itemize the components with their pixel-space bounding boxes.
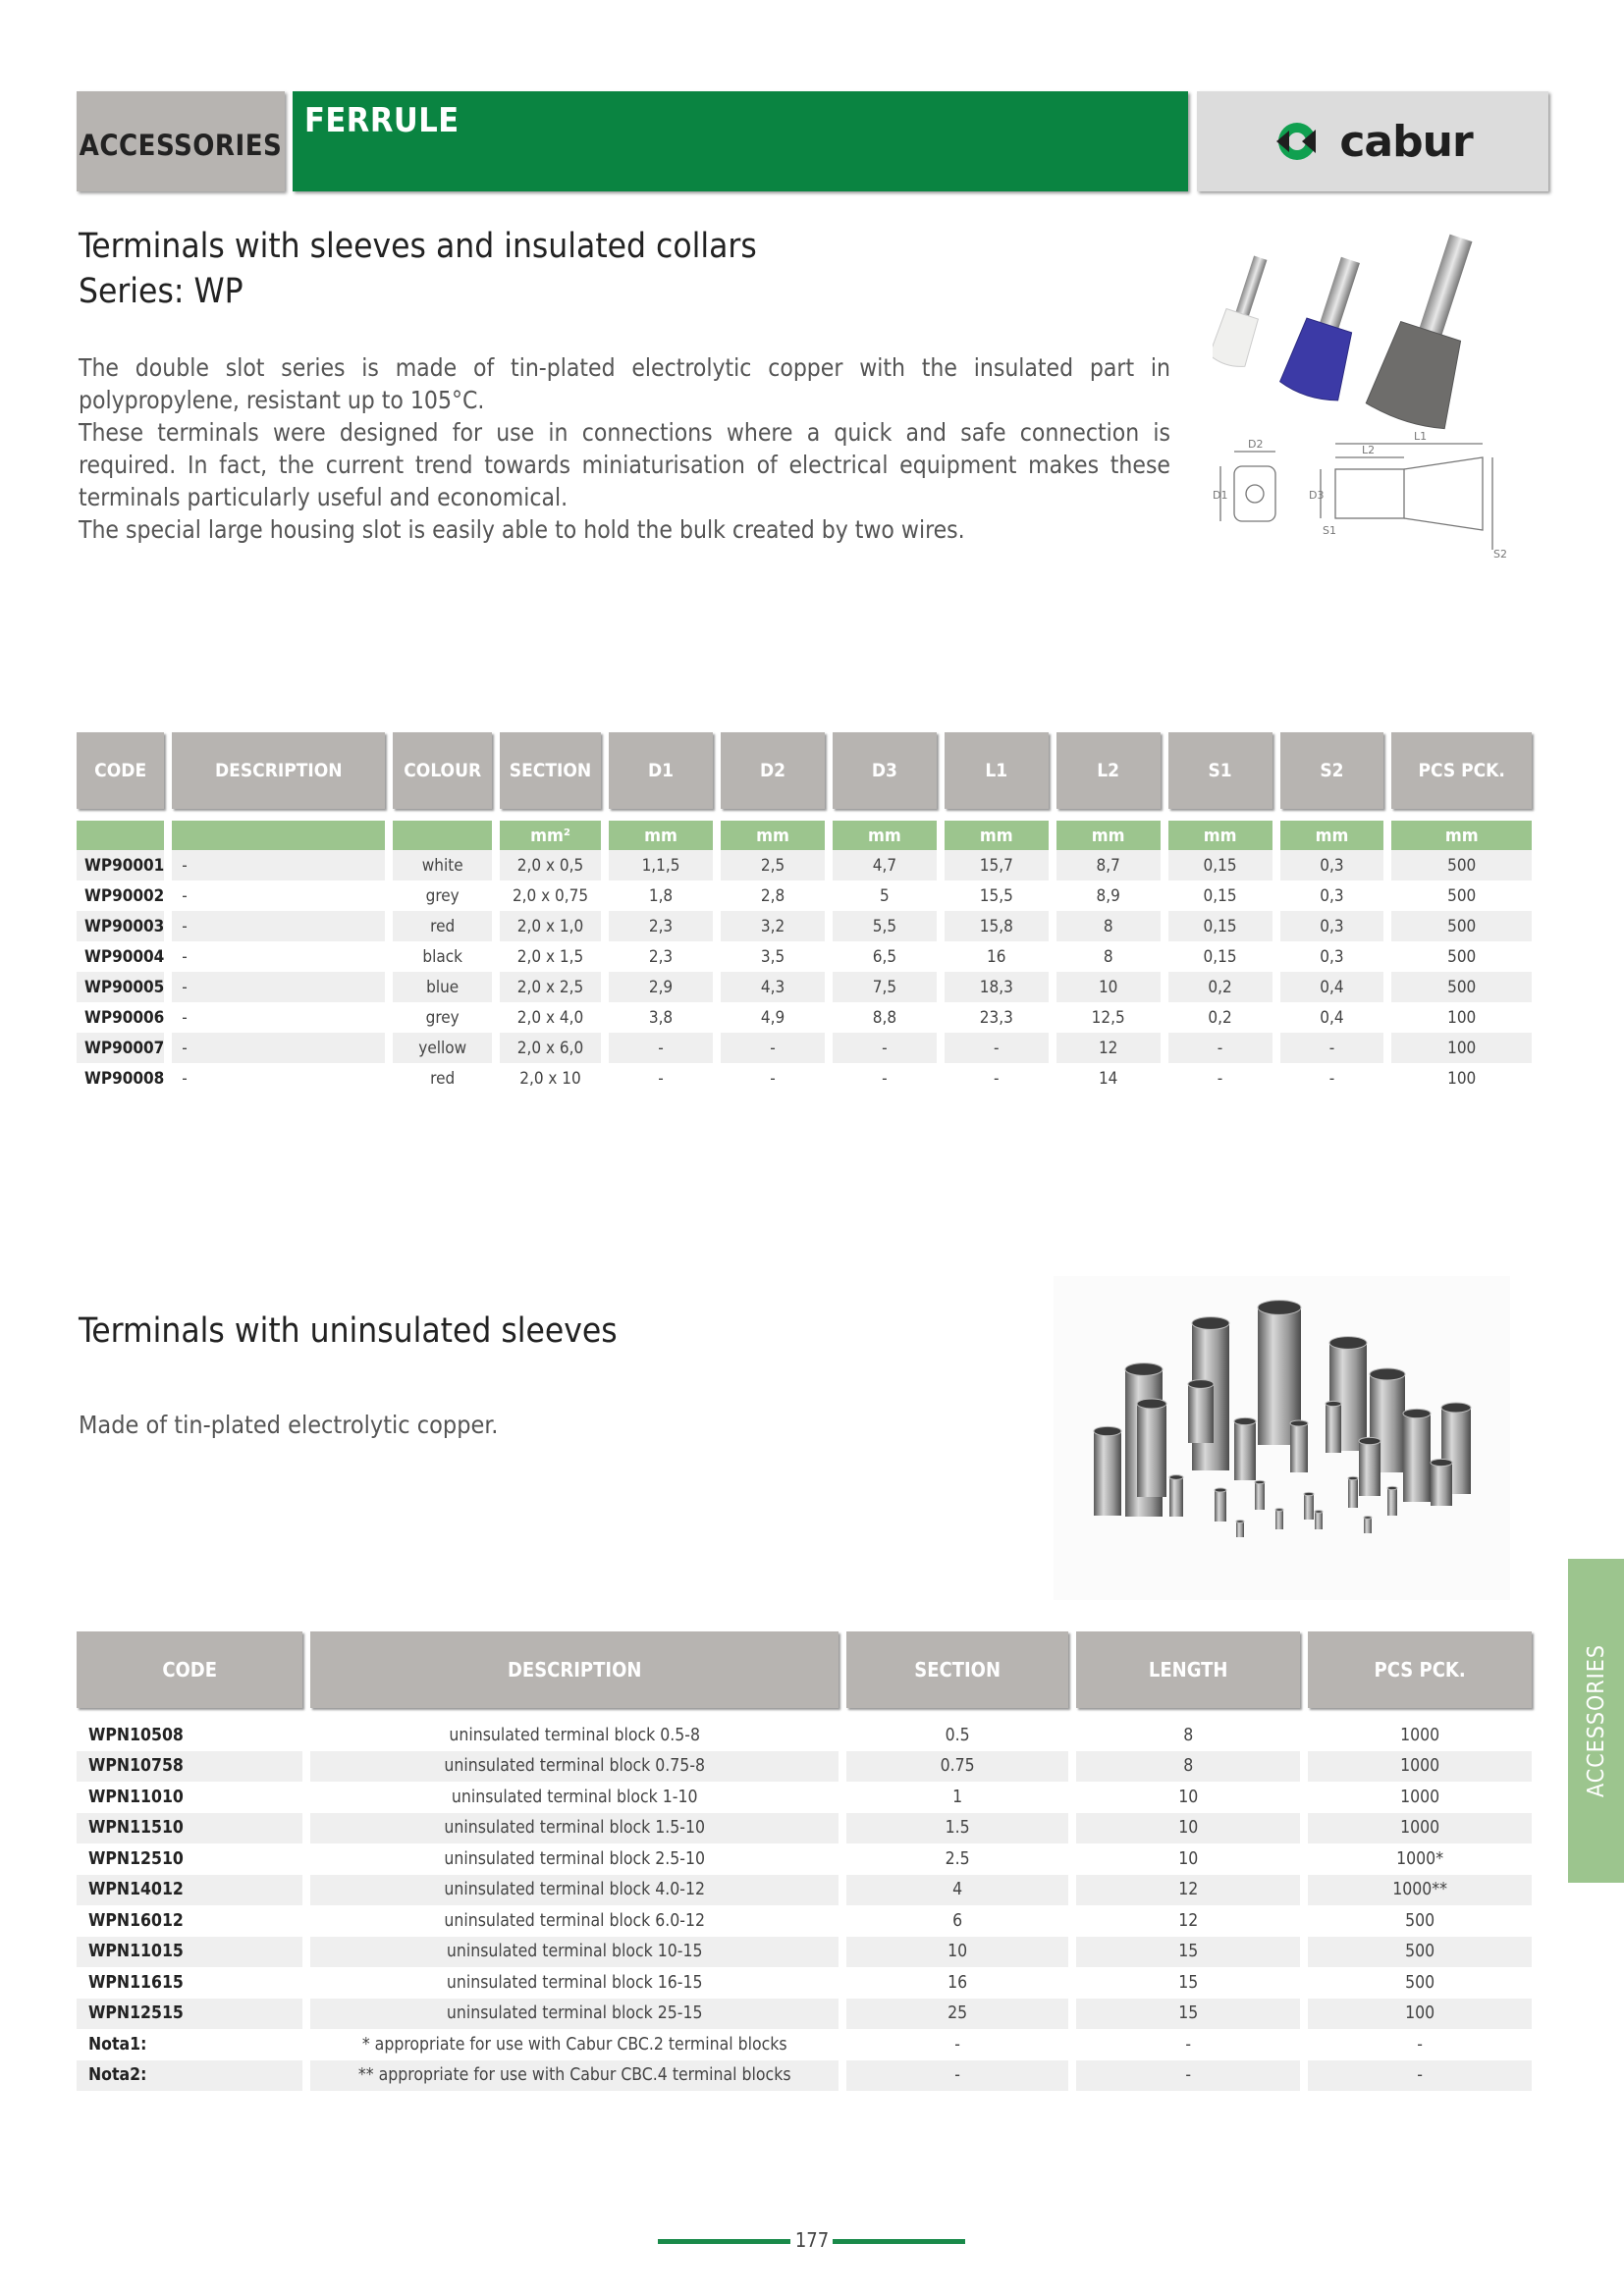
table-cell: uninsulated terminal block 0.75-8 [310,1751,839,1783]
table-cell: 10 [1178,1848,1199,1869]
table-cell: 0,2 [1168,972,1272,1002]
table-cell: 1000** [1308,1875,1532,1906]
section1-paragraph: These terminals were designed for use in connections where a quick and safe connection is required. In fact, the current trend towards miniaturisation of electrical equipment makes these terminals particularly useful and economical. [79,418,1170,511]
table-cell: 3,8 [648,1007,674,1028]
table-row [77,1782,1532,1813]
table-cell: WP90001 [77,850,164,881]
unit-cell: mm [833,821,937,850]
table-cell: uninsulated terminal block 2.5-10 [444,1848,706,1869]
section1-paragraph: The double slot series is made of tin-plated electrolytic copper with the insulated part in polypropylene, resistant up to 105°C. [79,353,1170,414]
side-tab-accessories[interactable] [1568,1559,1624,1883]
table-cell: uninsulated terminal block 25-15 [310,1999,839,2030]
column-header: DESCRIPTION [172,732,385,809]
table-cell: 2,0 x 2,5 [500,972,601,1002]
units-row [77,821,1532,850]
table-cell: uninsulated terminal block 0.5-8 [449,1725,701,1745]
table-cell: 15 [1076,1999,1300,2030]
table-cell: ** appropriate for use with Cabur CBC.4 terminal blocks [310,2060,839,2092]
table-cell: 1,1,5 [609,850,713,881]
table-cell: * appropriate for use with Cabur CBC.2 terminal blocks [361,2034,787,2055]
column-header: D1 [609,732,713,809]
table-cell: yellow [393,1033,492,1063]
table-cell: 8,9 [1096,885,1120,906]
table-cell: 6,5 [872,946,897,967]
table-cell: uninsulated terminal block 10-15 [310,1937,839,1968]
table-cell: 4,3 [721,972,825,1002]
column-header: L2 [1056,732,1161,809]
table-cell: blue [393,972,492,1002]
table-cell: 12 [1056,1033,1161,1063]
table-cell: WPN11510 [77,1813,302,1844]
table-cell: 2,0 x 1,5 [516,946,584,967]
table-cell: 15 [1178,1972,1199,1993]
table-cell: 1,8 [648,885,674,906]
table-cell: red [393,911,492,941]
table-cell: 500 [1405,1910,1435,1931]
table-cell: 8,8 [872,1007,897,1028]
table-cell: 4 [846,1875,1068,1906]
column-header: L1 [945,732,1049,809]
table-cell: 8 [1103,946,1113,967]
table-cell: 25 [846,1999,1068,2030]
table-row [77,881,1532,911]
insulated-ferrule-product-image [1213,226,1546,560]
table-cell: 3,5 [760,946,785,967]
table-row [77,1875,1532,1906]
table-cell: 0,15 [1203,885,1237,906]
section2-title: Terminals with uninsulated sleeves [79,1311,618,1351]
table-cell: 100 [1308,1999,1532,2030]
table-row [77,1843,1532,1875]
table-cell: 16 [987,946,1006,967]
table-row [77,972,1532,1002]
unit-cell: mm [1391,821,1532,850]
table-cell: 4,9 [760,1007,785,1028]
table-cell: 0,4 [1280,972,1384,1002]
table-cell: - [846,2060,1068,2092]
unit-cell: mm [1168,821,1272,850]
column-header: S1 [1168,732,1272,809]
table-row [77,850,1532,881]
cabur-logo-icon [1272,117,1333,166]
table-cell: white [393,850,492,881]
unit-cell: mm [1280,821,1384,850]
table-cell: WP90005 [77,972,164,1002]
table-cell: Nota2: [77,2060,302,2092]
table-row [77,2029,1532,2060]
table-cell: 8,7 [1056,850,1161,881]
diagram-label: S2 [1493,548,1507,560]
column-header: COLOUR [393,732,492,809]
table-cell: 500 [1447,946,1477,967]
table-cell: uninsulated terminal block 6.0-12 [444,1910,706,1931]
section-title-text: FERRULE [304,101,460,140]
table-cell: - [182,1007,188,1028]
table-cell: - [658,1068,664,1089]
table-cell: 14 [1098,1068,1118,1089]
table-row [77,1813,1532,1844]
table-cell: 15,8 [945,911,1049,941]
table-cell: 0,15 [1168,850,1272,881]
table-cell: Nota1: [88,2034,147,2055]
table-cell: 23,3 [979,1007,1013,1028]
table-cell: 10 [1178,1787,1199,1807]
table-cell: 2.5 [945,1848,970,1869]
table-cell: WP90004 [84,946,165,967]
table-cell: 18,3 [945,972,1049,1002]
table-row [77,1999,1532,2030]
diagram-label: L1 [1414,430,1428,443]
table-cell: 2,5 [721,850,825,881]
category-label [77,91,285,191]
table-cell: - [882,1068,888,1089]
table-cell: 0,4 [1320,1007,1344,1028]
table-cell: 12 [1076,1875,1300,1906]
table-cell: 15,7 [945,850,1049,881]
table-cell: 500 [1308,1937,1532,1968]
column-header: SECTION [846,1631,1068,1708]
unit-cell: mm [609,821,713,850]
footer-rule-left [658,2239,790,2244]
table-cell: 1000 [1308,1751,1532,1783]
column-header: CODE [77,732,164,809]
table-cell: 500 [1391,972,1532,1002]
unit-cell [77,821,164,850]
table-cell: 10 [1056,972,1161,1002]
diagram-label: D1 [1213,489,1228,502]
table-row [77,1720,1532,1751]
table-cell: 1 [952,1787,963,1807]
table-cell: 500 [1405,1972,1435,1993]
table-row [77,1905,1532,1937]
table-cell: 100 [1391,1033,1532,1063]
table-row [77,1967,1532,1999]
table-cell: WP90003 [77,911,164,941]
table-cell: - [954,2034,960,2055]
table-cell: - [833,1033,937,1063]
table-cell: 1.5 [846,1813,1068,1844]
unit-cell: mm [721,821,825,850]
table-cell: 10 [846,1937,1068,1968]
unit-cell: mm [945,821,1049,850]
table-cell: WPN14012 [77,1875,302,1906]
column-header: D3 [833,732,937,809]
table-cell: - [182,946,188,967]
table-cell: - [609,1033,713,1063]
table-cell: 2,0 x 0,5 [500,850,601,881]
table-cell: - [945,1033,1049,1063]
table-cell: 500 [1391,911,1532,941]
uninsulated-terminals-table [69,1631,1540,2091]
section1-title-line2: Series: WP [79,272,244,311]
table-cell: 2,0 x 10 [519,1068,581,1089]
section1-title [79,224,757,314]
table-cell: 1000 [1400,1725,1440,1745]
wp-series-table [69,732,1540,1094]
table-row [77,1751,1532,1783]
diagram-label: D3 [1309,489,1325,502]
table-cell: 8 [1076,1751,1300,1783]
table-cell: uninsulated terminal block 16-15 [446,1972,703,1993]
table-cell: 12 [1178,1910,1199,1931]
table-cell: 2,0 x 1,0 [500,911,601,941]
table-cell: - [182,885,188,906]
table-cell: 2,9 [609,972,713,1002]
table-row [77,1033,1532,1063]
table-cell: 100 [1447,1068,1477,1089]
table-cell: WPN10508 [88,1725,184,1745]
table-cell: 0,3 [1280,850,1384,881]
table-cell: grey [425,1007,460,1028]
footer-rule-right [833,2239,965,2244]
table-cell: - [182,1068,188,1089]
table-cell: 0,15 [1203,946,1237,967]
table-cell: 2,8 [760,885,785,906]
table-cell: uninsulated terminal block 1-10 [451,1787,698,1807]
table-cell: 0,3 [1320,885,1344,906]
table-cell: - [172,972,385,1002]
table-cell: WPN12515 [77,1999,302,2030]
table-cell: black [422,946,462,967]
table-cell: WPN16012 [88,1910,184,1931]
table-cell: 1000* [1396,1848,1444,1869]
column-header: PCS PCK. [1391,732,1532,809]
table-cell: uninsulated terminal block 1.5-10 [310,1813,839,1844]
column-header: LENGTH [1076,1631,1300,1708]
unit-cell [172,821,385,850]
table-cell: 2,0 x 0,75 [512,885,589,906]
table-cell: 2,3 [609,911,713,941]
diagram-label: D2 [1248,438,1264,451]
table-cell: 5 [880,885,890,906]
column-header: DESCRIPTION [310,1631,839,1708]
table-cell: - [1168,1033,1272,1063]
table-cell: 2,3 [648,946,674,967]
page-number: 177 [794,2228,830,2252]
table-cell: 10 [1076,1813,1300,1844]
column-header: S2 [1280,732,1384,809]
section1-description [79,351,1170,546]
table-cell: 0,2 [1208,1007,1232,1028]
table-cell: 8 [1056,911,1161,941]
table-cell: 5,5 [833,911,937,941]
table-cell: - [1076,2060,1300,2092]
table-row [77,941,1532,972]
table-cell: - [172,1033,385,1063]
table-cell: WPN11015 [77,1937,302,1968]
table-cell: grey [425,885,460,906]
table-row [77,1002,1532,1033]
table-cell: 12,5 [1091,1007,1125,1028]
table-cell: WPN11615 [88,1972,184,1993]
table-row [77,2060,1532,2092]
table-cell: 15,5 [979,885,1013,906]
side-tab-label: ACCESSORIES [1583,1644,1609,1797]
table-cell: 15 [1076,1937,1300,1968]
column-header: D2 [721,732,825,809]
table-row [77,1937,1532,1968]
unit-cell [393,821,492,850]
table-cell: 100 [1447,1007,1477,1028]
uninsulated-ferrule-product-image [1054,1276,1510,1600]
column-header: PCS PCK. [1308,1631,1532,1708]
table-cell: WPN11010 [88,1787,184,1807]
table-cell: 0,3 [1320,946,1344,967]
table-cell: - [172,911,385,941]
section2-description: Made of tin-plated electrolytic copper. [79,1411,499,1439]
unit-cell: mm [1056,821,1161,850]
table-cell: 3,2 [721,911,825,941]
table-cell: - [1280,1033,1384,1063]
diagram-label: L2 [1362,444,1376,456]
table-cell: - [994,1068,1000,1089]
section1-title-line1: Terminals with sleeves and insulated collars [79,227,757,266]
table-cell: - [1417,2034,1423,2055]
table-cell: 4,7 [833,850,937,881]
table-cell: - [721,1033,825,1063]
table-cell: 16 [947,1972,968,1993]
table-cell: - [1185,2034,1192,2055]
section-title-bar [293,91,1188,191]
table-cell: 0,15 [1168,911,1272,941]
brand-logo [1197,91,1548,191]
table-cell: 1000 [1308,1813,1532,1844]
table-cell: WP90007 [77,1033,164,1063]
table-cell: 0.5 [945,1725,970,1745]
table-cell: red [430,1068,456,1089]
column-header: SECTION [500,732,601,809]
section1-paragraph: The special large housing slot is easily able to hold the bulk created by two wires. [79,515,965,544]
table-cell: 1000 [1400,1787,1440,1807]
column-header: CODE [77,1631,302,1708]
table-cell: 2,0 x 4,0 [516,1007,584,1028]
table-cell: WP90002 [84,885,165,906]
table-cell: WPN12510 [88,1848,184,1869]
table-cell: 0,3 [1280,911,1384,941]
table-row [77,911,1532,941]
table-cell: 500 [1447,885,1477,906]
table-cell: WPN10758 [77,1751,302,1783]
table-cell: uninsulated terminal block 4.0-12 [310,1875,839,1906]
table-cell: 500 [1391,850,1532,881]
table-cell: 8 [1183,1725,1194,1745]
table-cell: - [1328,1068,1335,1089]
table-cell: - [770,1068,776,1089]
table-cell: - [172,850,385,881]
brand-name: cabur [1339,116,1473,167]
table-cell: 0.75 [846,1751,1068,1783]
table-cell: WP90008 [84,1068,165,1089]
diagram-label: S1 [1323,524,1336,537]
table-cell: 2,0 x 6,0 [500,1033,601,1063]
unit-cell: mm² [500,821,601,850]
table-cell: WP90006 [84,1007,165,1028]
table-cell: 7,5 [833,972,937,1002]
category-text: ACCESSORIES [79,129,283,162]
table-cell: 6 [952,1910,963,1931]
table-row [77,1063,1532,1094]
table-cell: - [1217,1068,1223,1089]
table-cell: - [1308,2060,1532,2092]
